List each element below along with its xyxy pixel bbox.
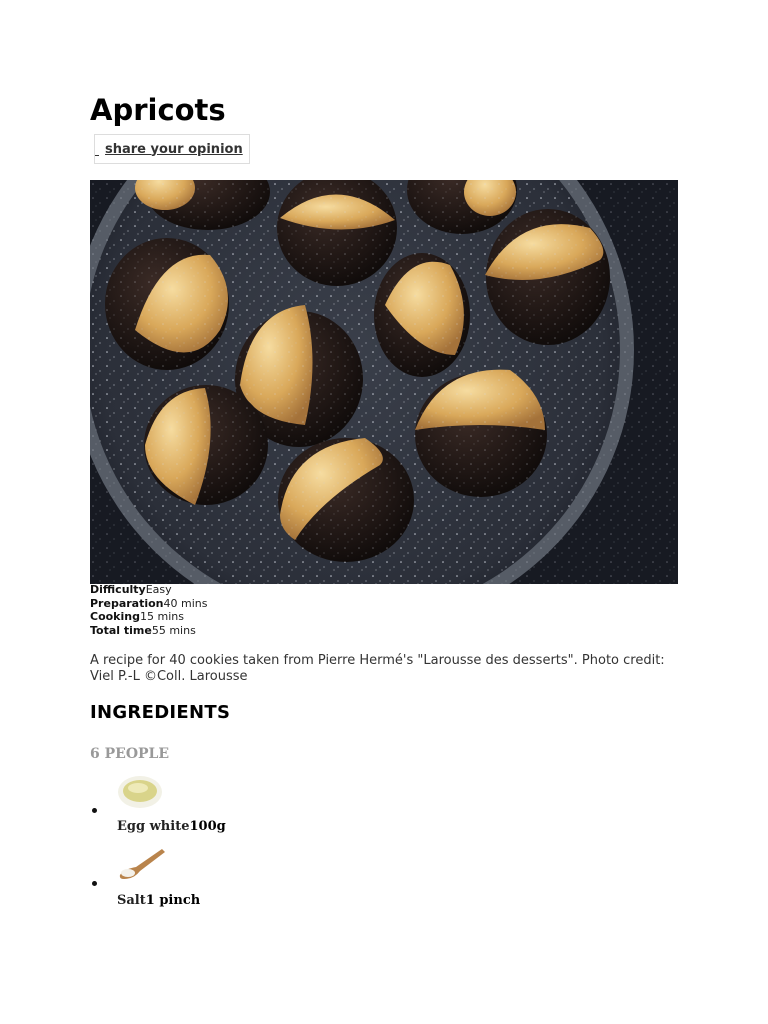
meta-label: Difficulty [90,583,146,596]
ingredients-heading: INGREDIENTS [90,702,231,723]
ingredient-name: Egg white [117,819,190,834]
egg-white-bowl-icon [116,772,168,810]
ingredient-quantity: 100g [189,819,226,834]
ingredient-text [117,893,200,908]
salt-spoon-icon [116,845,168,883]
servings-label: 6 PEOPLE [90,746,170,762]
meta-value: 15 mins [139,610,184,623]
ingredient-name: Salt [117,893,146,908]
ingredient-text [117,819,226,834]
list-bullet [92,881,97,886]
page-title: Apricots [90,93,226,127]
share-prefix-mark [95,155,99,156]
recipe-description: A recipe for 40 cookies taken from Pierre Hermé's "Larousse des desserts". Photo credit: Viel P.-L ©Coll. Larousse [90,653,665,684]
recipe-photo [90,180,678,584]
meta-preparation [90,597,207,611]
meta-label: Cooking [90,610,140,623]
recipe-meta [90,583,207,637]
list-bullet [92,808,97,813]
meta-label: Preparation [90,596,164,610]
meta-difficulty [90,583,207,597]
share-opinion-label: share your opinion [105,141,243,157]
recipe-photo-image [90,180,678,584]
meta-label: Total time [90,623,152,637]
meta-value: 40 mins [163,596,208,610]
share-opinion-link[interactable] [94,134,250,164]
meta-value: Easy [145,583,172,596]
meta-total-time [90,624,207,638]
ingredient-quantity: 1 pinch [145,893,201,908]
meta-cooking [90,610,207,624]
meta-value: 55 mins [151,623,196,637]
